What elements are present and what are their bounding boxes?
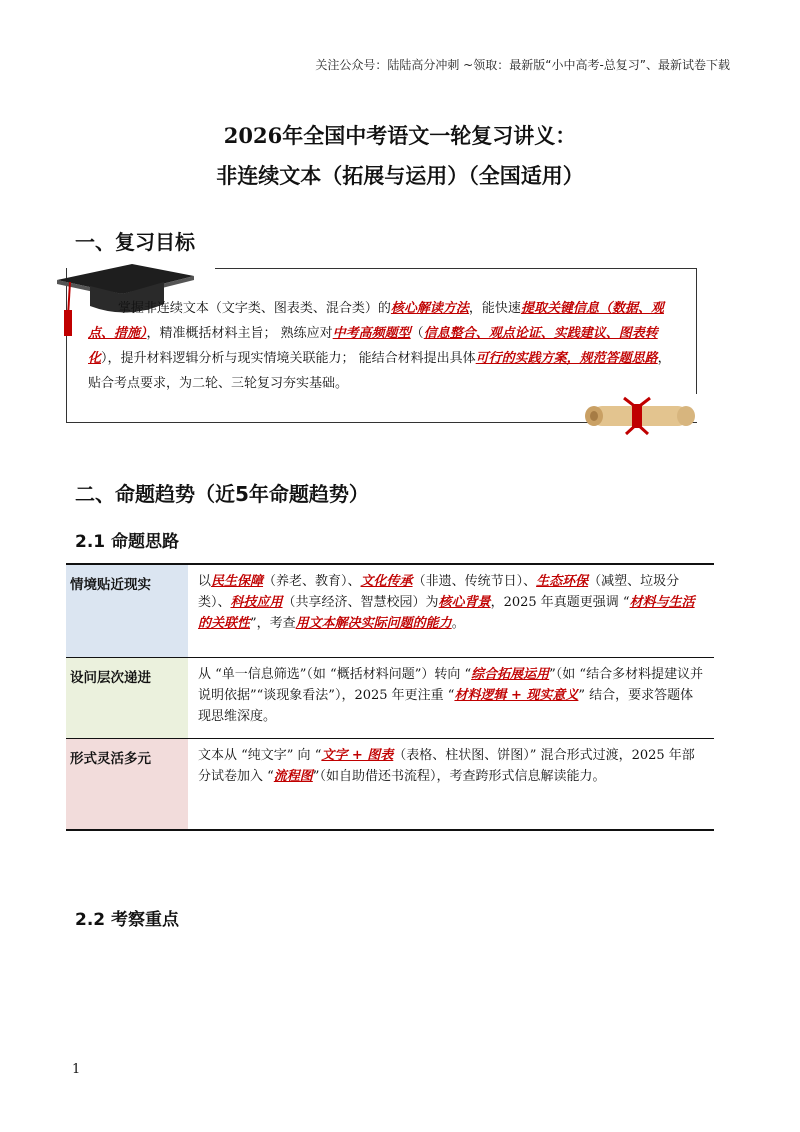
section-heading-trends: 二、命题趋势（近5年命题趋势）: [75, 482, 369, 506]
goal-box-right-border: [696, 268, 697, 394]
trend-table-row: [66, 564, 714, 658]
goal-text-5: ），提升材料逻辑分析与现实情境关联能力； 能结合材料提出具体: [101, 351, 476, 366]
goal-emphasis-2: 提取关键信息（数据、观点、措施）: [88, 301, 664, 341]
diploma-scroll-icon: [580, 396, 700, 436]
trend-text: （非遗、传统节日）、: [412, 574, 537, 589]
trend-row-text: [188, 658, 714, 739]
trend-text: （养老、教育）、: [263, 574, 361, 589]
trend-text: （表格、柱状图、饼图）” 混合形式过渡，2025 年部分试卷加入 “: [198, 748, 695, 784]
trend-row-label: 设问层次递进: [66, 658, 188, 739]
trend-emphasis: 民生保障: [211, 574, 264, 589]
trend-text: ，2025 年真题更强调 “: [490, 595, 630, 610]
trend-emphasis: 综合拓展运用: [471, 667, 550, 682]
trend-text: ”（如 “结合多材料提建议并说明依据”“谈现象看法”），2025 年更注重 “: [198, 667, 704, 703]
goal-text-3: ，精准概括材料主旨； 熟练应对: [146, 326, 333, 341]
goal-box-top-border: [215, 268, 697, 269]
trend-emphasis: 材料与生活的关联性: [198, 595, 695, 631]
trend-text: 以: [198, 574, 212, 589]
trend-text: ”（如自助借还书流程），考查跨形式信息解读能力。: [312, 769, 606, 784]
goal-emphasis-3: 中考高频题型: [332, 326, 411, 341]
trend-row-text: [188, 739, 714, 831]
trend-text: ”，考查: [250, 616, 296, 631]
trend-emphasis: 核心背景: [438, 595, 491, 610]
trend-text: 文本从 “纯文字” 向 “: [198, 748, 322, 763]
goal-text-1: 掌握非连续文本（文字类、图表类、混合类）的: [117, 301, 391, 316]
trend-emphasis: 文化传承: [360, 574, 413, 589]
goal-emphasis-1: 核心解读方法: [390, 301, 469, 316]
trend-emphasis: 生态环保: [536, 574, 589, 589]
page-title-line2: 非连续文本（拓展与运用）（全国适用）: [216, 163, 584, 188]
trend-text: 。: [451, 616, 465, 631]
goal-emphasis-5: 可行的实践方案，规范答题思路: [475, 351, 658, 366]
goal-paragraph: [88, 296, 680, 396]
goal-text-6: ，贴合考点要求，为二轮、三轮复习夯实基础。: [88, 351, 671, 391]
trend-emphasis: 用文本解决实际问题的能力: [295, 616, 452, 631]
trend-row-text: [188, 564, 714, 658]
page-number: 1: [72, 1062, 81, 1077]
trend-emphasis: 科技应用: [230, 595, 283, 610]
header-note: 关注公众号：陆陆高分冲刺 ~领取：最新版“小中高考-总复习”、最新试卷下载: [315, 58, 730, 72]
subheading-proposition-ideas: 2.1 命题思路: [75, 532, 180, 552]
trend-text: （减塑、垃圾分类）、: [198, 574, 680, 610]
subheading-key-points: 2.2 考察重点: [75, 910, 180, 930]
trend-emphasis: 材料逻辑 + 现实意义: [454, 688, 579, 703]
trend-text: （共享经济、智慧校园）为: [282, 595, 439, 610]
trend-table: [66, 563, 714, 831]
trend-emphasis: 文字 + 图表: [321, 748, 394, 763]
page-title-line1: 2026年全国中考语文一轮复习讲义：: [223, 123, 577, 148]
goal-text-4: （: [410, 326, 424, 341]
trend-text: ” 结合，要求答题体现思维深度。: [198, 688, 694, 724]
trend-row-label: 情境贴近现实: [66, 564, 188, 658]
section-heading-goals: 一、复习目标: [75, 230, 195, 254]
goal-text-2: ，能快速: [468, 301, 521, 316]
trend-emphasis: 流程图: [273, 769, 313, 784]
trend-table-row: [66, 658, 714, 739]
trend-text: 从 “单一信息筛选”（如 “概括材料问题”）转向 “: [198, 667, 472, 682]
trend-row-label: 形式灵活多元: [66, 739, 188, 831]
goal-emphasis-4: 信息整合、观点论证、实践建议、图表转化: [88, 326, 658, 366]
trend-table-row: [66, 739, 714, 831]
